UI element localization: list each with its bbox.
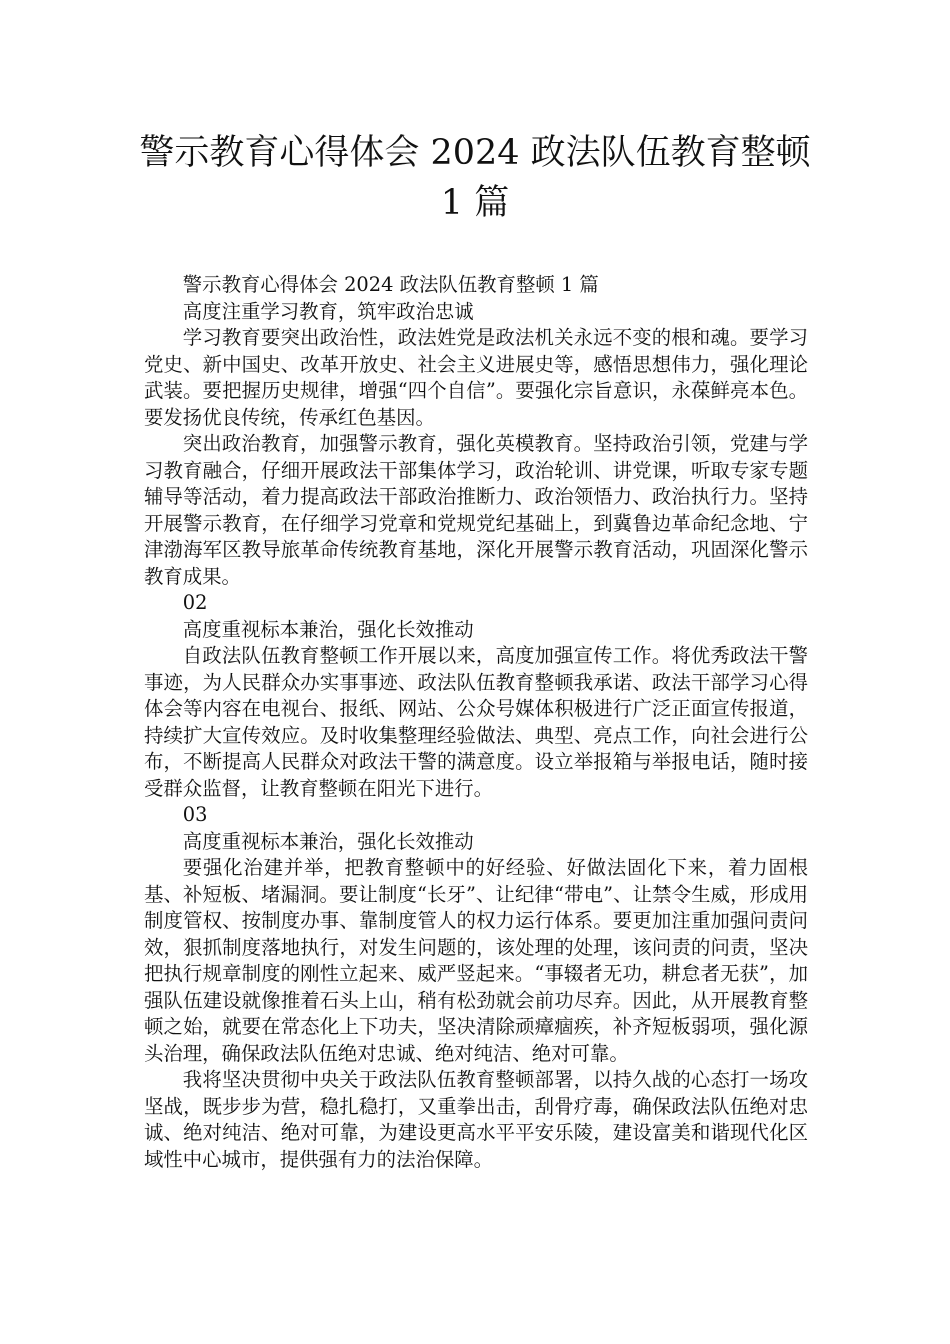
paragraph: 自政法队伍教育整顿工作开展以来，高度加强宣传工作。将优秀政法干警事迹，为人民群众办实事事迹、政法队伍教育整顿我承诺、政法干部学习心得体会等内容在电视台、报纸、网站、公众号媒体积极进行广泛正面宣传报道，持续扩大宣传效应。及时收集整理经验做法、典型、亮点工作，向社会进行公布，不断提高人民群众对政法干警的满意度。设立举报箱与举报电话，随时接受群众监督，让教育整顿在阳光下进行。 [144,644,808,800]
paragraph: 学习教育要突出政治性，政法姓党是政法机关永远不变的根和魂。要学习党史、新中国史、改革开放史、社会主义进展史等，感悟思想伟力，强化理论武装。要把握历史规律，增强“四个自信”。要强化宗旨意识，永葆鲜亮本色。要发扬优良传统，传承红色基因。 [144,326,808,429]
section-heading-2: 高度重视标本兼治，强化长效推动 [182,617,474,641]
paragraph: 我将坚决贯彻中央关于政法队伍教育整顿部署，以持久战的心态打一场攻坚战，既步步为营，稳扎稳打，又重拳出击，刮骨疗毒，确保政法队伍绝对忠诚、绝对纯洁、绝对可靠，为建设更高水平平安乐陵，建设富美和谐现代化区域性中心城市，提供强有力的法治保障。 [144,1068,808,1171]
section-number-02: 02 [182,591,208,614]
paragraph-subtitle: 警示教育心得体会 2024 政法队伍教育整顿 1 篇 [182,273,599,296]
document-body [144,272,808,1173]
document-title [100,128,850,228]
section-number-03: 03 [182,803,208,826]
title-line-1: 警示教育心得体会 2024 政法队伍教育整顿 [139,133,811,173]
paragraph: 要强化治建并举，把教育整顿中的好经验、好做法固化下来，着力固根基、补短板、堵漏洞。要让制度“长牙”、让纪律“带电”、让禁令生威，形成用制度管权、按制度办事、靠制度管人的权力运行体系。要更加注重加强问责问效，狠抓制度落地执行，对发生问题的，该处理的处理，该问责的问责，坚决把执行规章制度的刚性立起来、威严竖起来。“事辍者无功，耕怠者无获”，加强队伍建设就像推着石头上山，稍有松劲就会前功尽弃。因此，从开展教育整顿之始，就要在常态化上下功夫，坚决清除顽瘴痼疾，补齐短板弱项，强化源头治理，确保政法队伍绝对忠诚、绝对纯洁、绝对可靠。 [144,856,808,1065]
section-heading-3: 高度重视标本兼治，强化长效推动 [182,829,474,853]
paragraph: 突出政治教育，加强警示教育，强化英模教育。坚持政治引领，党建与学习教育融合，仔细开展政法干部集体学习，政治轮训、讲党课，听取专家专题辅导等活动，着力提高政法干部政治推断力、政治领悟力、政治执行力。坚持开展警示教育，在仔细学习党章和党规党纪基础上，到冀鲁边革命纪念地、宁津渤海军区教导旅革命传统教育基地，深化开展警示教育活动，巩固深化警示教育成果。 [144,432,808,588]
title-line-2: 1 篇 [440,183,510,223]
section-heading-1: 高度注重学习教育，筑牢政治忠诚 [182,299,474,323]
